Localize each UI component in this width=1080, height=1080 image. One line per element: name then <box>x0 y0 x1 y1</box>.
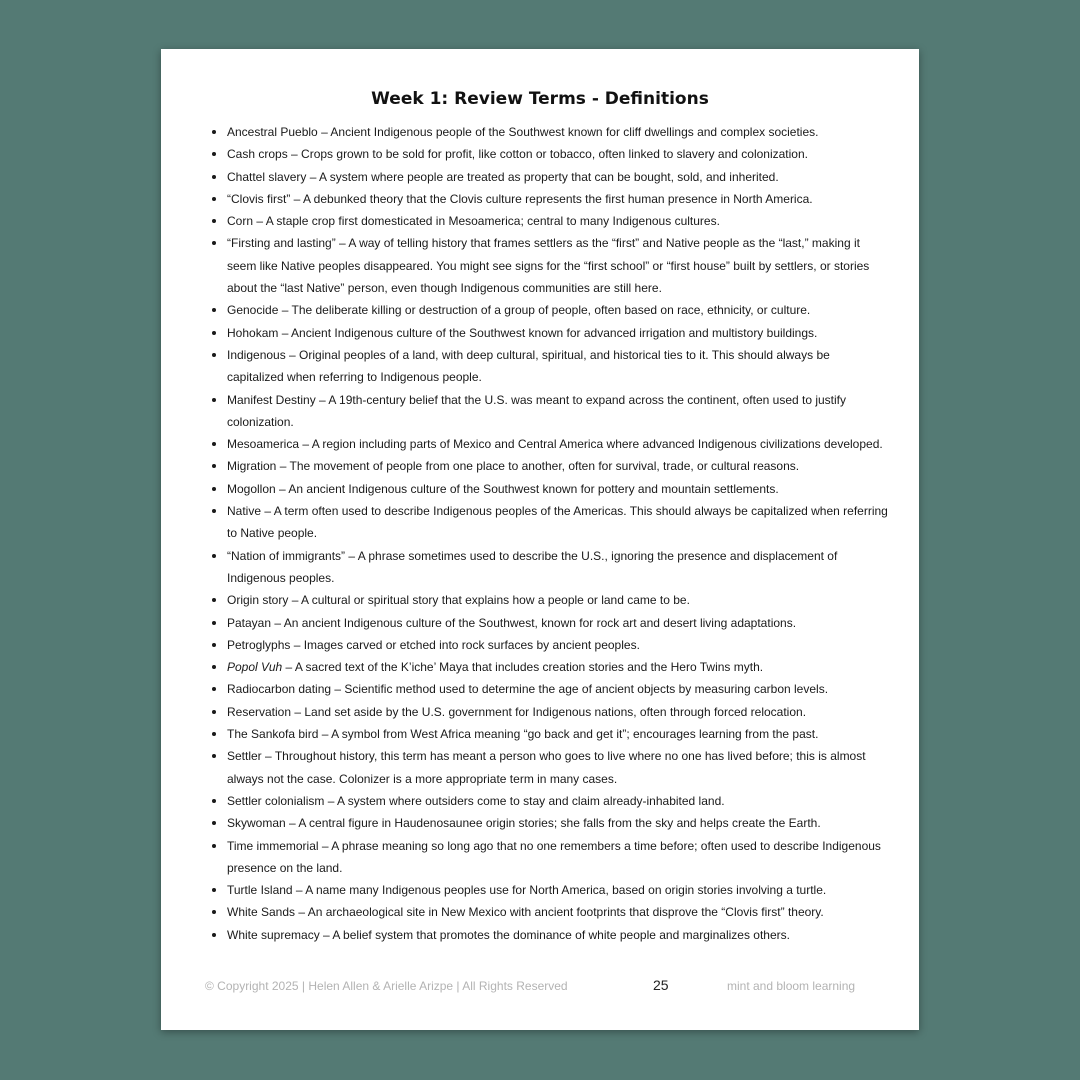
term-definition: – A phrase meaning so long ago that no one remembers a time before; often used to describe Indigenous presence on the land. <box>227 838 881 875</box>
term-list-item <box>208 612 888 634</box>
term-definition: – A way of telling history that frames settlers as the “first” and Native people as the “last,” making it seem like Native peoples disappeared. You might see signs for the “first school” or “first house” built by settlers, or stories about the “last Native” person, even though Indigenous communities are still here. <box>227 236 870 296</box>
term-definition: – A term often used to describe Indigenous peoples of the Americas. This should always be capitalized when referring to Native people. <box>227 504 888 541</box>
document-page <box>161 49 919 1030</box>
term-definition: – An archaeological site in New Mexico with ancient footprints that disprove the “Clovis first” theory. <box>295 905 824 920</box>
term-name: Cash crops <box>227 147 288 162</box>
term-name: “Clovis first” <box>227 191 291 206</box>
term-list-item <box>208 322 888 344</box>
term-name: Radiocarbon dating <box>227 682 332 697</box>
term-name: Native <box>227 504 262 519</box>
term-list-item <box>208 143 888 165</box>
footer-brand: mint and bloom learning <box>727 979 856 993</box>
term-list-item <box>208 500 888 545</box>
term-list-item <box>208 545 888 590</box>
term-name: Mesoamerica <box>227 437 300 452</box>
term-list-item <box>208 879 888 901</box>
term-definition: – A phrase sometimes used to describe the U.S., ignoring the presence and displacement of Indigenous peoples. <box>227 548 838 585</box>
term-definition: – A cultural or spiritual story that explains how a people or land came to be. <box>288 593 690 608</box>
term-name: Indigenous <box>227 347 286 362</box>
term-name: Reservation <box>227 704 292 719</box>
term-list-item <box>208 299 888 321</box>
term-name: Time immemorial <box>227 838 319 853</box>
term-list-item <box>208 745 888 790</box>
term-list-item <box>208 701 888 723</box>
term-list-item <box>208 344 888 389</box>
term-name: Settler colonialism <box>227 793 325 808</box>
term-name: Turtle Island <box>227 883 293 898</box>
term-definition: – A debunked theory that the Clovis culture represents the first human presence in North America. <box>290 191 813 206</box>
term-name: Genocide <box>227 303 279 318</box>
term-list-item <box>208 723 888 745</box>
term-definition: – A system where people are treated as property that can be bought, sold, and inherited. <box>306 169 779 184</box>
term-name: Migration <box>227 459 277 474</box>
term-list-item <box>208 210 888 232</box>
term-name: Hohokam <box>227 325 279 340</box>
term-name: Petroglyphs <box>227 637 291 652</box>
term-definition: – Ancient Indigenous people of the Southwest known for cliff dwellings and complex societies. <box>317 125 819 139</box>
term-definition: – A staple crop first domesticated in Mesoamerica; central to many Indigenous cultures. <box>253 214 720 229</box>
term-name: Origin story <box>227 593 289 608</box>
term-name: Ancestral Pueblo <box>227 125 318 139</box>
term-name: Corn <box>227 214 254 229</box>
page-number: 25 <box>653 977 669 993</box>
term-name: Mogollon <box>227 481 276 496</box>
footer-copyright: © Copyright 2025 | Helen Allen & Arielle Arizpe | All Rights Reserved <box>205 979 568 993</box>
term-name: Manifest Destiny <box>227 392 316 407</box>
term-definition: – Ancient Indigenous culture of the Southwest known for advanced irrigation and multistory buildings. <box>278 325 818 340</box>
term-name: Chattel slavery <box>227 169 307 184</box>
term-name: The Sankofa bird <box>227 727 319 742</box>
term-definition: – Original peoples of a land, with deep cultural, spiritual, and historical ties to it. This should always be capitalized when referring to Indigenous people. <box>227 347 830 385</box>
term-name: “Firsting and lasting” <box>227 236 336 251</box>
term-list-item <box>208 924 888 946</box>
term-definition: – A central figure in Haudenosaunee origin stories; she falls from the sky and helps create the Earth. <box>285 816 821 831</box>
term-definition: – Crops grown to be sold for profit, like cotton or tobacco, often linked to slavery and colonization. <box>287 147 808 162</box>
term-definition: – An ancient Indigenous culture of the Southwest known for pottery and mountain settlements. <box>275 481 779 496</box>
term-definition: – An ancient Indigenous culture of the Southwest, known for rock art and desert living adaptations. <box>271 615 797 630</box>
term-list-item <box>208 901 888 923</box>
term-definition: – A name many Indigenous peoples use for North America, based on origin stories involving a turtle. <box>292 883 827 898</box>
term-list-item <box>208 188 888 210</box>
term-list-item <box>208 656 888 678</box>
term-name: Popol Vuh <box>227 660 283 675</box>
term-name: Settler <box>227 749 262 764</box>
term-list-item <box>208 121 888 143</box>
term-name: Skywoman <box>227 816 286 831</box>
term-definition: – Images carved or etched into rock surfaces by ancient peoples. <box>290 637 640 652</box>
term-definition: – A belief system that promotes the dominance of white people and marginalizes others. <box>319 927 790 942</box>
term-definition: – Scientific method used to determine the age of ancient objects by measuring carbon levels. <box>331 682 829 697</box>
term-list-item <box>208 790 888 812</box>
term-list-item <box>208 433 888 455</box>
term-name: Patayan <box>227 615 272 630</box>
term-definition: – A region including parts of Mexico and Central America where advanced Indigenous civilizations developed. <box>299 437 883 452</box>
term-definition: – Throughout history, this term has meant a person who goes to live where no one has lived before; this is almost always not the case. Colonizer is a more appropriate term in many cases. <box>227 749 866 786</box>
term-list-item <box>208 166 888 188</box>
term-definition: – The movement of people from one place to another, often for survival, trade, or cultural reasons. <box>276 459 800 474</box>
term-name: “Nation of immigrants” <box>227 548 346 563</box>
term-list-item <box>208 455 888 477</box>
term-list-item <box>208 478 888 500</box>
term-definition: – The deliberate killing or destruction of a group of people, often based on race, ethnicity, or culture. <box>278 303 811 318</box>
term-list-item <box>208 389 888 434</box>
term-definition: – A system where outsiders come to stay and claim already-inhabited land. <box>324 793 725 808</box>
term-list-item <box>208 835 888 880</box>
term-definition: – A sacred text of the K’iche’ Maya that includes creation stories and the Hero Twins myth. <box>282 660 764 675</box>
term-name: White supremacy <box>227 927 320 942</box>
term-list-item <box>208 232 888 299</box>
term-definition: – A symbol from West Africa meaning “go back and get it”; encourages learning from the past. <box>318 727 819 742</box>
term-definition: – A 19th-century belief that the U.S. was meant to expand across the continent, often used to justify colonization. <box>227 392 847 429</box>
term-name: White Sands <box>227 905 296 920</box>
term-list-item <box>208 678 888 700</box>
page-title: Week 1: Review Terms - Definitions <box>371 89 709 109</box>
term-list-item <box>208 634 888 656</box>
terms-list <box>208 121 888 946</box>
term-list-item <box>208 812 888 834</box>
term-list-item <box>208 589 888 611</box>
term-definition: – Land set aside by the U.S. government for Indigenous nations, often through forced relocation. <box>291 704 807 719</box>
